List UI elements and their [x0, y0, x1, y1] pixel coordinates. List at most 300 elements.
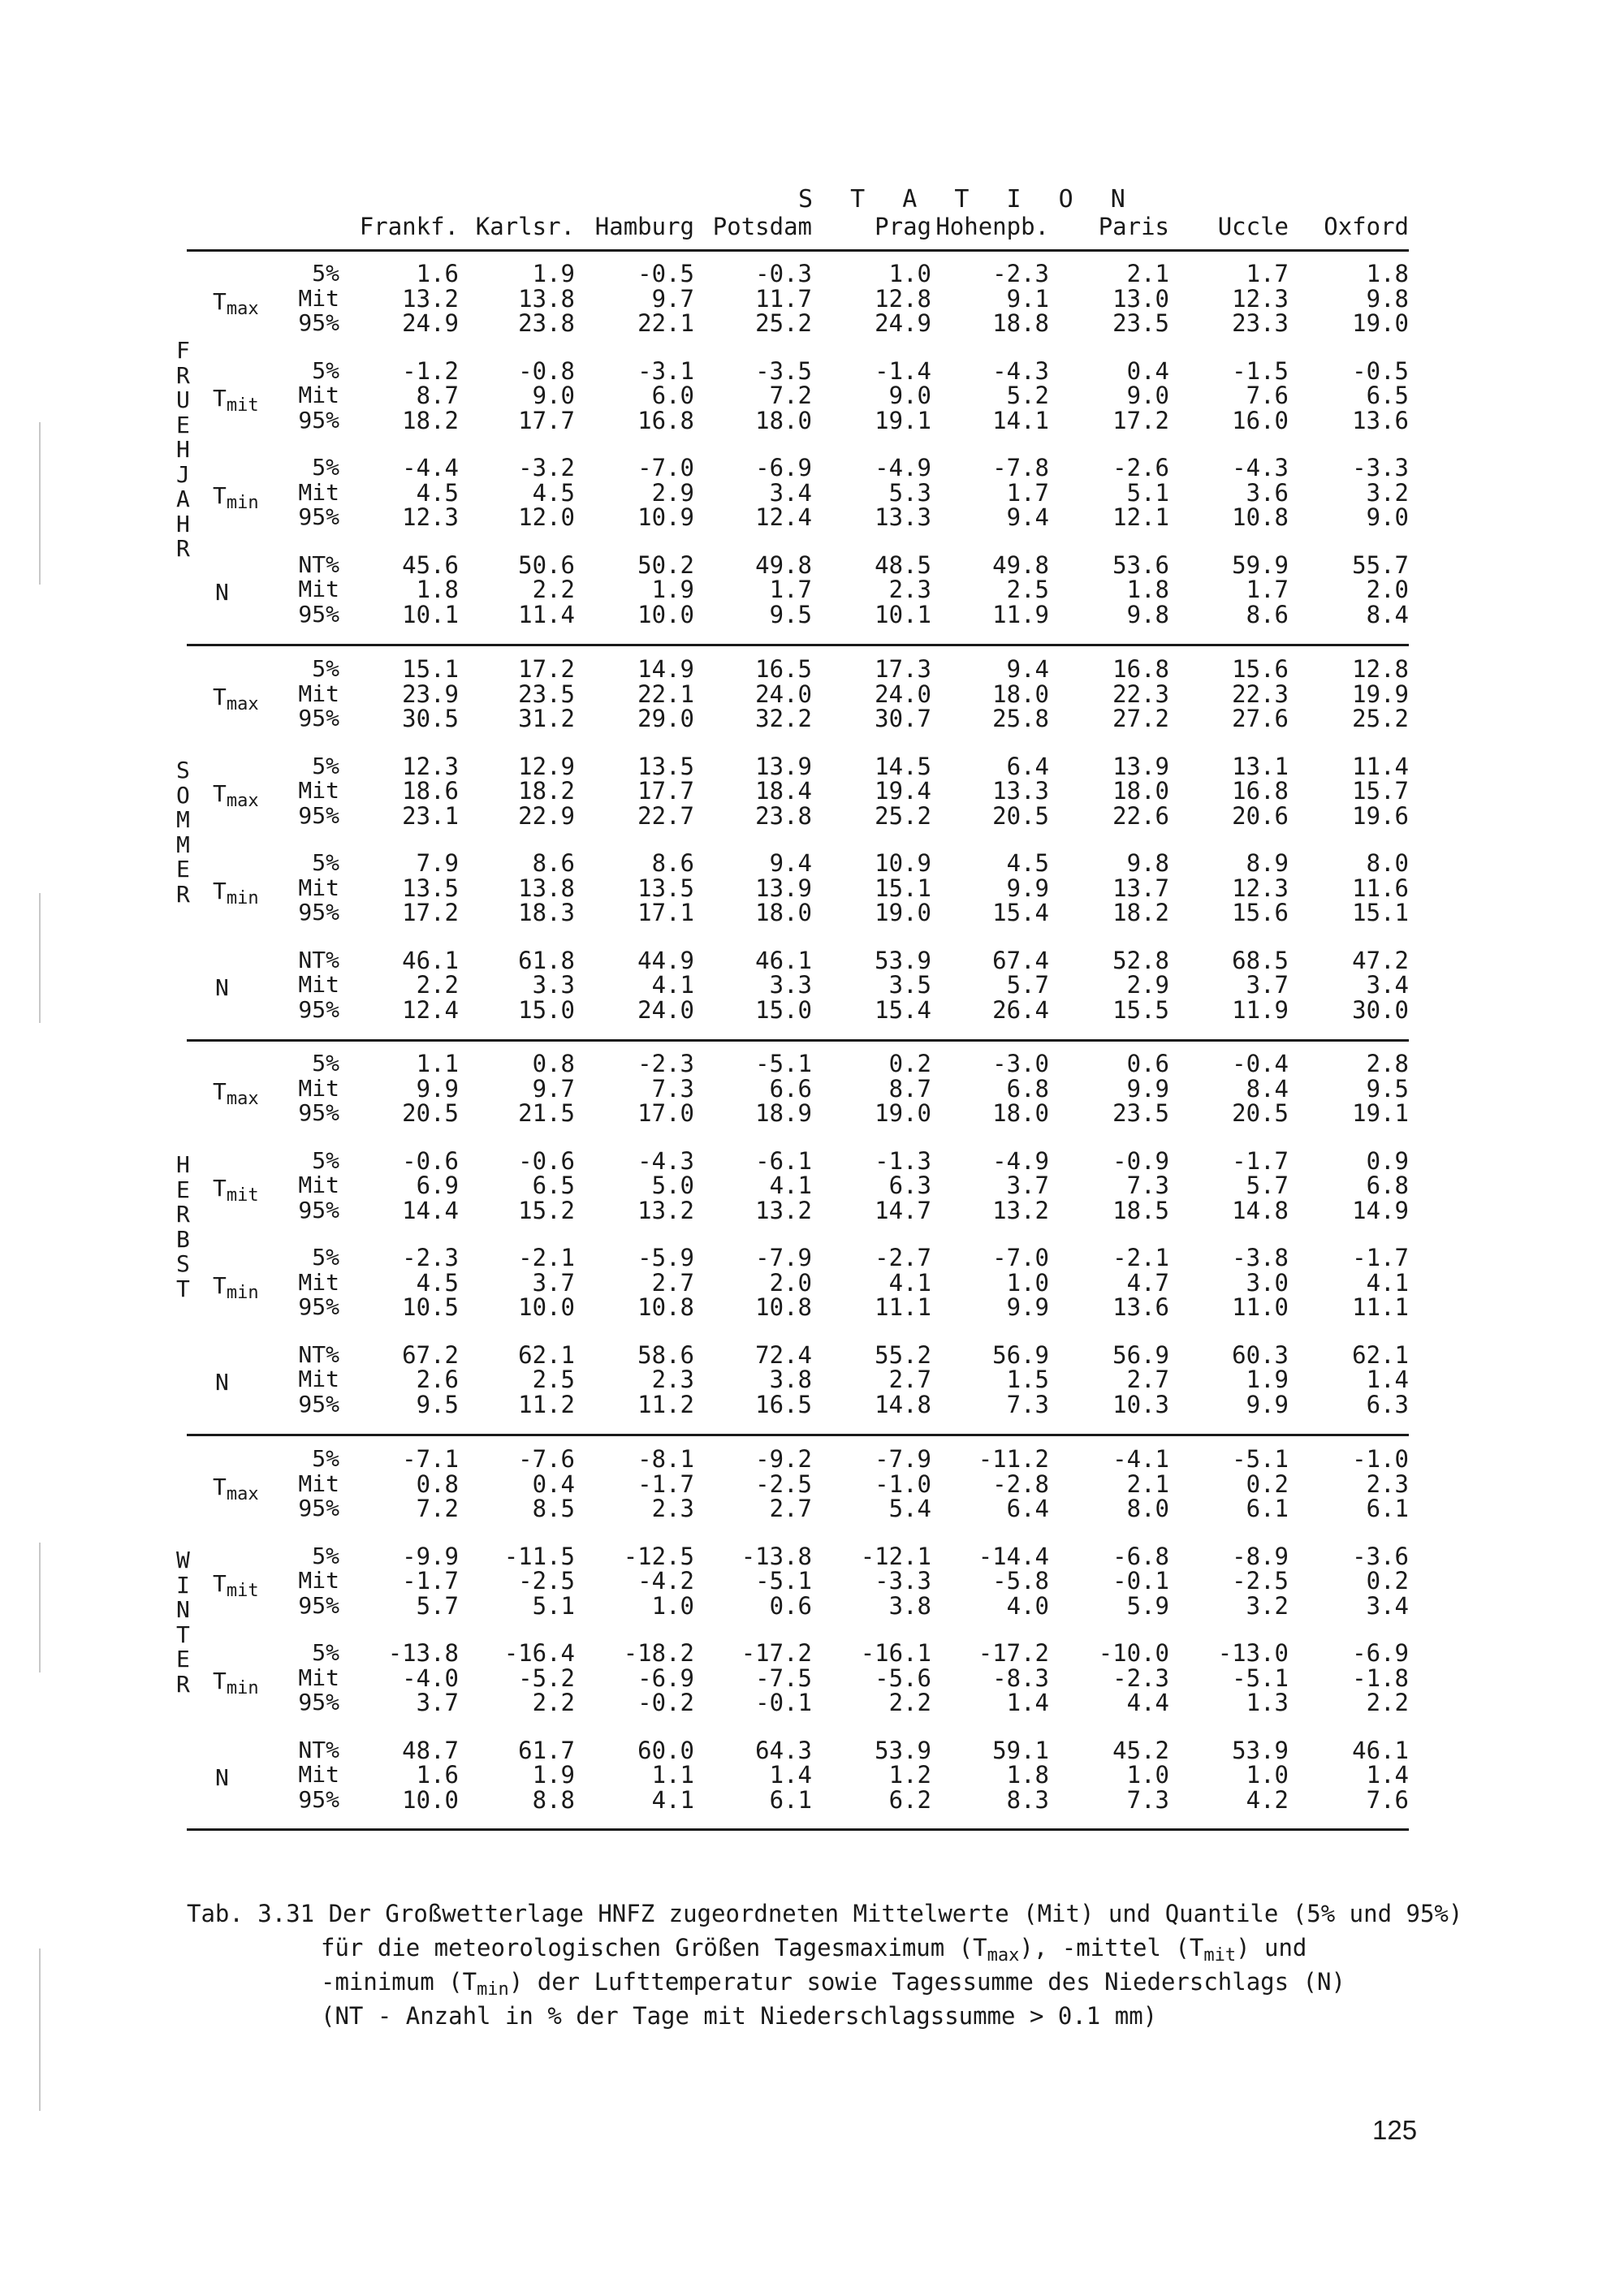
stat-label: Mit	[298, 1074, 339, 1102]
table-cell: 9.4	[1006, 655, 1049, 683]
table-cell: 5.7	[1246, 1172, 1289, 1199]
table-cell: 29.0	[637, 705, 694, 732]
table-cell: 8.7	[888, 1074, 931, 1103]
table-cell: 0.9	[1366, 1146, 1409, 1175]
table-cell: 18.2	[518, 777, 575, 805]
table-cell: 0.6	[1126, 1050, 1169, 1077]
table-cell: 25.2	[875, 801, 931, 830]
table-cell: 23.9	[402, 680, 459, 708]
table-cell: 18.0	[992, 1099, 1049, 1127]
variable-label: $T_{max}$	[213, 1077, 259, 1109]
table-cell: -1.4	[875, 356, 931, 385]
table-cell: 13.8	[518, 874, 575, 902]
table-cell: 22.1	[637, 309, 694, 337]
table-cell: 0.8	[532, 1050, 575, 1077]
table-cell: 17.7	[637, 777, 694, 805]
table-cell: -7.1	[402, 1445, 459, 1473]
table-cell: 12.3	[1232, 874, 1289, 902]
table-cell: 2.7	[1126, 1366, 1169, 1393]
table-cell: 0.2	[1246, 1470, 1289, 1498]
table-cell: -4.3	[1232, 454, 1289, 481]
stat-label: 5%	[312, 1639, 339, 1666]
table-cell: 9.8	[1366, 284, 1409, 313]
variable-label: $T_{min}$	[213, 877, 259, 908]
table-cell: -6.9	[637, 1664, 694, 1692]
caption-line-2: für die meteorologischen Größen Tagesmaximum $(T_{max})$, -mittel $(T_{mit})$ und	[321, 1934, 1307, 1966]
stat-label: 95%	[298, 899, 339, 926]
table-cell: -2.5	[755, 1470, 812, 1498]
table-cell: -2.1	[1112, 1244, 1169, 1271]
season-letter: H	[176, 436, 190, 463]
table-cell: 10.8	[755, 1293, 812, 1321]
table-cell: -4.9	[992, 1146, 1049, 1175]
table-cell: -2.3	[402, 1244, 459, 1271]
table-cell: -0.9	[1112, 1146, 1169, 1175]
table-cell: 14.9	[637, 655, 694, 683]
table-cell: 13.2	[637, 1196, 694, 1224]
table-cell: 4.2	[1246, 1785, 1289, 1814]
table-cell: 19.0	[875, 1099, 931, 1127]
table-cell: -7.6	[518, 1445, 575, 1473]
table-cell: 17.2	[1112, 406, 1169, 434]
variable-label: $T_{max}$	[213, 1473, 259, 1504]
table-cell: 16.8	[1232, 777, 1289, 805]
table-cell: 14.4	[402, 1196, 459, 1224]
station-header: Paris	[1098, 213, 1169, 240]
table-cell: -6.9	[755, 454, 812, 481]
table-cell: 23.8	[755, 801, 812, 830]
table-cell: 55.7	[1352, 550, 1409, 579]
table-cell: 59.1	[992, 1736, 1049, 1764]
table-cell: 9.4	[1006, 503, 1049, 531]
table-cell: 5.7	[416, 1591, 459, 1620]
season-letter: R	[176, 1670, 190, 1698]
table-cell: 11.2	[637, 1390, 694, 1418]
table-cell: 9.9	[1006, 1293, 1049, 1321]
table-cell: 19.0	[875, 899, 931, 926]
table-cell: 17.2	[402, 899, 459, 926]
table-cell: -1.8	[1352, 1664, 1409, 1692]
table-cell: 6.1	[1366, 1495, 1409, 1522]
table-cell: -2.3	[1112, 1664, 1169, 1692]
table-cell: 4.0	[1006, 1591, 1049, 1620]
table-cell: 30.7	[875, 705, 931, 732]
table-cell: -8.3	[992, 1664, 1049, 1692]
table-cell: 11.0	[1232, 1293, 1289, 1321]
table-cell: 13.6	[1112, 1293, 1169, 1321]
table-cell: 9.0	[1126, 382, 1169, 409]
table-cell: 2.2	[532, 1689, 575, 1716]
table-cell: 62.1	[518, 1340, 575, 1369]
table-cell: 11.9	[1232, 995, 1289, 1024]
table-cell: 2.3	[651, 1495, 694, 1522]
stat-label: 95%	[298, 406, 339, 434]
table-cell: 1.7	[1246, 260, 1289, 287]
table-cell: 23.5	[1112, 1099, 1169, 1127]
table-cell: 7.3	[1006, 1390, 1049, 1418]
table-cell: -3.3	[1352, 454, 1409, 481]
station-header: Oxford	[1324, 213, 1409, 240]
table-cell: 67.2	[402, 1340, 459, 1369]
table-cell: 4.1	[769, 1172, 812, 1199]
table-rule	[187, 1039, 1409, 1042]
table-cell: 11.1	[1352, 1293, 1409, 1321]
stat-label: 95%	[298, 1689, 339, 1716]
variable-label: $T_{min}$	[213, 1667, 259, 1698]
table-cell: 2.7	[888, 1366, 931, 1393]
variable-label: N	[215, 974, 229, 1001]
stat-label: Mit	[298, 874, 339, 901]
table-cell: 2.0	[1366, 576, 1409, 603]
variable-label: $T_{min}$	[213, 481, 259, 513]
season-letter: E	[176, 411, 190, 438]
margin-mark	[39, 1949, 41, 2111]
table-cell: 7.3	[1126, 1172, 1169, 1199]
table-cell: 9.7	[532, 1074, 575, 1103]
table-cell: 44.9	[637, 946, 694, 974]
table-cell: 47.2	[1352, 946, 1409, 974]
table-cell: 19.4	[875, 777, 931, 805]
season-letter: R	[176, 361, 190, 389]
table-cell: 3.8	[888, 1591, 931, 1620]
stat-label: 95%	[298, 1495, 339, 1521]
table-cell: 4.1	[651, 971, 694, 999]
table-cell: 2.0	[769, 1268, 812, 1297]
table-cell: -3.2	[518, 454, 575, 481]
table-cell: 32.2	[755, 705, 812, 732]
table-cell: -14.4	[978, 1542, 1049, 1570]
table-cell: 1.8	[1126, 576, 1169, 603]
season-letter: E	[176, 1176, 190, 1203]
table-cell: 23.5	[1112, 309, 1169, 337]
table-cell: -0.8	[518, 356, 575, 385]
table-cell: 50.2	[637, 550, 694, 579]
table-cell: 1.9	[532, 1761, 575, 1789]
table-cell: 1.2	[888, 1761, 931, 1789]
table-cell: 1.1	[416, 1050, 459, 1077]
stat-label: 5%	[312, 752, 339, 779]
table-cell: 1.8	[1366, 260, 1409, 287]
table-cell: -11.2	[978, 1445, 1049, 1473]
table-cell: 22.1	[637, 680, 694, 708]
table-cell: 1.7	[769, 576, 812, 603]
margin-mark	[39, 1543, 41, 1672]
table-cell: 3.3	[532, 971, 575, 999]
stat-label: Mit	[298, 1761, 339, 1788]
table-cell: 6.6	[769, 1074, 812, 1103]
table-cell: 13.2	[755, 1196, 812, 1224]
table-cell: 23.5	[518, 680, 575, 708]
table-cell: -16.1	[860, 1639, 931, 1667]
table-cell: -3.0	[992, 1050, 1049, 1077]
table-cell: 10.8	[1232, 503, 1289, 531]
table-cell: -7.0	[637, 454, 694, 481]
table-cell: -2.6	[1112, 454, 1169, 481]
table-cell: 2.1	[1126, 260, 1169, 287]
table-cell: -0.6	[518, 1146, 575, 1175]
table-cell: -10.0	[1098, 1639, 1169, 1667]
table-cell: 48.5	[875, 550, 931, 579]
table-cell: 9.0	[532, 382, 575, 409]
variable-label: $T_{mit}$	[213, 385, 259, 416]
table-cell: 19.0	[1352, 309, 1409, 337]
table-cell: 55.2	[875, 1340, 931, 1369]
table-cell: 2.5	[532, 1366, 575, 1393]
table-cell: 21.5	[518, 1099, 575, 1127]
table-cell: 12.4	[755, 503, 812, 531]
table-cell: 23.8	[518, 309, 575, 337]
table-cell: 60.3	[1232, 1340, 1289, 1369]
margin-mark	[39, 893, 41, 1023]
table-cell: 3.7	[416, 1689, 459, 1716]
stat-label: 95%	[298, 1591, 339, 1619]
margin-mark	[39, 422, 41, 585]
table-cell: 8.0	[1126, 1495, 1169, 1522]
stat-label: Mit	[298, 971, 339, 998]
table-cell: -7.8	[992, 454, 1049, 481]
table-cell: 5.3	[888, 478, 931, 507]
table-cell: 4.5	[416, 1268, 459, 1297]
table-cell: 1.0	[651, 1591, 694, 1620]
table-cell: 17.7	[518, 406, 575, 434]
table-cell: 13.5	[637, 874, 694, 902]
table-cell: 23.1	[402, 801, 459, 830]
table-cell: 9.9	[1126, 1074, 1169, 1103]
table-cell: -2.8	[992, 1470, 1049, 1498]
stat-label: Mit	[298, 1567, 339, 1594]
table-cell: 15.6	[1232, 655, 1289, 683]
table-cell: -5.1	[755, 1050, 812, 1077]
table-cell: 61.8	[518, 946, 575, 974]
table-cell: -12.1	[860, 1542, 931, 1570]
page-number: 125	[1372, 2115, 1418, 2145]
table-cell: 4.1	[651, 1785, 694, 1814]
table-cell: 1.1	[651, 1761, 694, 1789]
table-cell: -5.1	[755, 1567, 812, 1595]
station-header: Frankf.	[359, 213, 459, 240]
table-cell: 9.5	[1366, 1074, 1409, 1103]
table-cell: -0.5	[637, 260, 694, 287]
table-cell: 1.0	[1006, 1268, 1049, 1297]
caption-line-3: -minimum $(T_{min})$ der Lufttemperatur sowie Tagessumme des Niederschlags (N)	[321, 1968, 1345, 2000]
table-cell: 15.1	[402, 655, 459, 683]
table-cell: 3.4	[1366, 1591, 1409, 1620]
stat-label: Mit	[298, 1664, 339, 1691]
table-cell: 6.8	[1366, 1172, 1409, 1199]
table-cell: 10.1	[402, 600, 459, 628]
season-letter: W	[176, 1547, 190, 1573]
stat-label: 5%	[312, 655, 339, 682]
season-letter: M	[176, 831, 190, 858]
table-cell: 2.2	[416, 971, 459, 999]
table-cell: 2.9	[651, 478, 694, 507]
table-cell: 16.5	[755, 655, 812, 683]
table-cell: 25.8	[992, 705, 1049, 732]
table-cell: 2.6	[416, 1366, 459, 1393]
table-cell: 13.3	[875, 503, 931, 531]
table-cell: 58.6	[637, 1340, 694, 1369]
stat-label: Mit	[298, 382, 339, 408]
table-cell: 9.5	[416, 1390, 459, 1418]
table-cell: 1.8	[416, 576, 459, 603]
stat-label: NT%	[298, 946, 339, 973]
table-cell: 7.3	[1126, 1785, 1169, 1814]
stat-label: NT%	[298, 550, 339, 578]
table-cell: 0.4	[1126, 356, 1169, 385]
table-cell: 2.8	[1366, 1050, 1409, 1077]
table-cell: 2.3	[651, 1366, 694, 1393]
table-cell: 13.0	[1112, 284, 1169, 313]
table-cell: 1.6	[416, 1761, 459, 1789]
table-cell: -4.9	[875, 454, 931, 481]
table-cell: 5.9	[1126, 1591, 1169, 1620]
table-cell: 46.1	[402, 946, 459, 974]
table-cell: 6.5	[532, 1172, 575, 1199]
table-cell: 18.5	[1112, 1196, 1169, 1224]
table-cell: 30.5	[402, 705, 459, 732]
table-cell: -17.2	[978, 1639, 1049, 1667]
table-cell: 4.5	[1006, 849, 1049, 877]
table-cell: 3.7	[532, 1268, 575, 1297]
table-cell: 6.9	[416, 1172, 459, 1199]
variable-label: N	[215, 1369, 229, 1396]
variable-label: $T_{max}$	[213, 287, 259, 319]
table-cell: 6.1	[769, 1785, 812, 1814]
stat-label: 5%	[312, 454, 339, 481]
table-cell: 1.0	[1246, 1761, 1289, 1789]
table-cell: 6.2	[888, 1785, 931, 1814]
stat-label: 5%	[312, 260, 339, 287]
table-cell: 10.3	[1112, 1390, 1169, 1418]
table-cell: -12.5	[623, 1542, 694, 1570]
stat-label: Mit	[298, 1172, 339, 1198]
table-cell: 16.8	[637, 406, 694, 434]
table-cell: 6.3	[888, 1172, 931, 1199]
table-cell: -13.0	[1217, 1639, 1289, 1667]
table-cell: 10.9	[875, 849, 931, 877]
table-cell: 3.2	[1366, 478, 1409, 507]
table-cell: 2.2	[532, 576, 575, 603]
table-cell: 15.1	[1352, 899, 1409, 926]
table-cell: 25.2	[1352, 705, 1409, 732]
table-cell: 11.6	[1352, 874, 1409, 902]
season-letter: O	[176, 781, 190, 809]
table-cell: 7.9	[416, 849, 459, 877]
table-cell: -5.6	[875, 1664, 931, 1692]
table-cell: 2.7	[651, 1268, 694, 1297]
table-cell: 3.7	[1246, 971, 1289, 999]
table-cell: 6.4	[1006, 752, 1049, 780]
table-cell: 52.8	[1112, 946, 1169, 974]
table-cell: 1.9	[651, 576, 694, 603]
table-cell: 9.9	[416, 1074, 459, 1103]
table-cell: 10.0	[637, 600, 694, 628]
table-cell: 5.1	[1126, 478, 1169, 507]
table-cell: 53.9	[875, 946, 931, 974]
table-cell: -1.7	[1352, 1244, 1409, 1271]
table-cell: 3.3	[769, 971, 812, 999]
table-cell: 9.8	[1126, 849, 1169, 877]
table-cell: 12.3	[1232, 284, 1289, 313]
season-letter: F	[176, 337, 190, 364]
table-cell: 7.2	[769, 382, 812, 409]
table-cell: 2.9	[1126, 971, 1169, 999]
table-cell: 16.5	[755, 1390, 812, 1418]
table-cell: 45.6	[402, 550, 459, 579]
table-cell: -5.2	[518, 1664, 575, 1692]
table-cell: 12.3	[402, 752, 459, 780]
table-cell: -5.8	[992, 1567, 1049, 1595]
table-cell: 24.9	[875, 309, 931, 337]
table-cell: -5.9	[637, 1244, 694, 1271]
stat-label: Mit	[298, 478, 339, 506]
table-cell: 1.9	[532, 260, 575, 287]
table-cell: 15.4	[875, 995, 931, 1024]
variable-label: $T_{max}$	[213, 780, 259, 811]
table-cell: 18.9	[755, 1099, 812, 1127]
table-cell: -6.8	[1112, 1542, 1169, 1570]
table-cell: -1.7	[402, 1567, 459, 1595]
table-cell: -6.9	[1352, 1639, 1409, 1667]
table-cell: 3.8	[769, 1366, 812, 1393]
table-cell: 1.9	[1246, 1366, 1289, 1393]
table-cell: -0.1	[1112, 1567, 1169, 1595]
stat-label: Mit	[298, 284, 339, 312]
table-cell: -17.2	[741, 1639, 812, 1667]
table-cell: -3.5	[755, 356, 812, 385]
table-cell: -3.6	[1352, 1542, 1409, 1570]
table-cell: -4.3	[992, 356, 1049, 385]
table-cell: -1.2	[402, 356, 459, 385]
table-cell: 14.8	[875, 1390, 931, 1418]
table-cell: 10.0	[402, 1785, 459, 1814]
table-cell: 9.0	[888, 382, 931, 409]
stat-label: 5%	[312, 356, 339, 384]
table-cell: 8.8	[532, 1785, 575, 1814]
variable-label: N	[215, 579, 229, 606]
table-cell: 14.7	[875, 1196, 931, 1224]
table-cell: 24.0	[875, 680, 931, 708]
table-cell: 24.9	[402, 309, 459, 337]
table-cell: -5.1	[1232, 1664, 1289, 1692]
stat-label: 5%	[312, 1445, 339, 1472]
table-cell: 59.9	[1232, 550, 1289, 579]
table-cell: 13.8	[518, 284, 575, 313]
table-cell: 3.7	[1006, 1172, 1049, 1199]
table-cell: 1.3	[1246, 1689, 1289, 1716]
table-cell: 25.2	[755, 309, 812, 337]
season-letter: E	[176, 1646, 190, 1672]
season-letter: H	[176, 510, 190, 537]
season-letter: I	[176, 1571, 190, 1599]
table-cell: 10.5	[402, 1293, 459, 1321]
season-letter: U	[176, 386, 190, 413]
table-cell: -4.3	[637, 1146, 694, 1175]
table-cell: 3.4	[769, 478, 812, 507]
table-cell: 1.5	[1006, 1366, 1049, 1393]
table-cell: 19.9	[1352, 680, 1409, 708]
station-header: Potsdam	[712, 213, 812, 240]
table-cell: 20.5	[1232, 1099, 1289, 1127]
table-cell: -8.1	[637, 1445, 694, 1473]
table-cell: 72.4	[755, 1340, 812, 1369]
table-cell: 26.4	[992, 995, 1049, 1024]
season-letter: T	[176, 1275, 190, 1302]
table-cell: -11.5	[503, 1542, 575, 1570]
table-cell: 2.7	[769, 1495, 812, 1522]
table-cell: 2.5	[1006, 576, 1049, 603]
table-cell: 68.5	[1232, 946, 1289, 974]
